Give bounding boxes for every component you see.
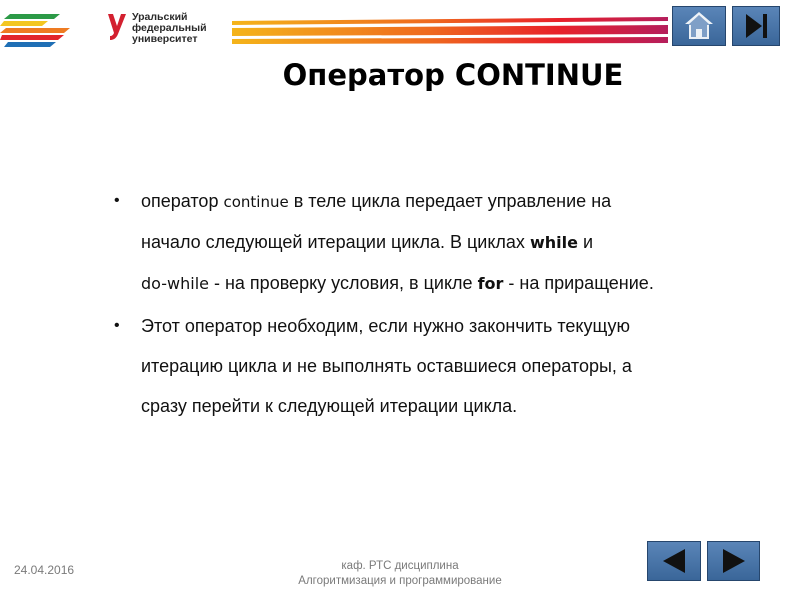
logo-text (132, 12, 228, 45)
logo-stripes (0, 14, 100, 50)
code-keyword: for (477, 274, 504, 293)
code-keyword: do-while (141, 274, 209, 293)
bullet-text: оператор (141, 191, 224, 211)
next-slide-button[interactable] (707, 541, 760, 581)
logo-line: Уральский (132, 11, 188, 23)
footer-caption (250, 559, 550, 589)
arrow-right-icon (708, 542, 759, 580)
bullet-item (112, 306, 752, 426)
bullet-text: сразу перейти к следующей итерации цикла. (141, 396, 518, 416)
bullet-text: в теле цикла передает управление на (288, 191, 612, 211)
bullet-item (112, 181, 752, 304)
slide-title: Оператор CONTINUE (282, 58, 624, 92)
bullet-text: и (577, 232, 593, 252)
logo-line: федеральный (132, 22, 207, 34)
bullet-text: Этот оператор необходим, если нужно закончить текущую (141, 316, 631, 336)
bullet-text: начало следующей итерации цикла. В циклах (141, 232, 530, 252)
bullet-list (112, 181, 752, 428)
bullet-text: - на приращение. (503, 273, 654, 293)
last-slide-button[interactable] (732, 6, 780, 46)
bullet-text: - на проверку условия, в цикле (208, 273, 478, 293)
footer-line: каф. РТС дисциплина (341, 560, 459, 572)
skip-to-end-icon (733, 7, 779, 45)
previous-slide-button[interactable] (647, 541, 701, 581)
code-keyword: while (529, 233, 578, 252)
home-button[interactable] (672, 6, 726, 46)
bullet-text: итерацию цикла и не выполнять оставшиеся операторы, а (141, 356, 632, 376)
code-keyword: continue (223, 193, 289, 211)
footer-line: Алгоритмизация и программирование (298, 575, 502, 587)
bullet-dot: • (114, 192, 120, 209)
home-icon (673, 7, 725, 45)
header-color-band (232, 17, 668, 47)
slide-date: 24.04.2016 (14, 563, 75, 577)
university-logo-icon (106, 12, 128, 42)
logo-line: университет (132, 33, 198, 45)
bullet-dot: • (114, 317, 120, 334)
arrow-left-icon (648, 542, 700, 580)
